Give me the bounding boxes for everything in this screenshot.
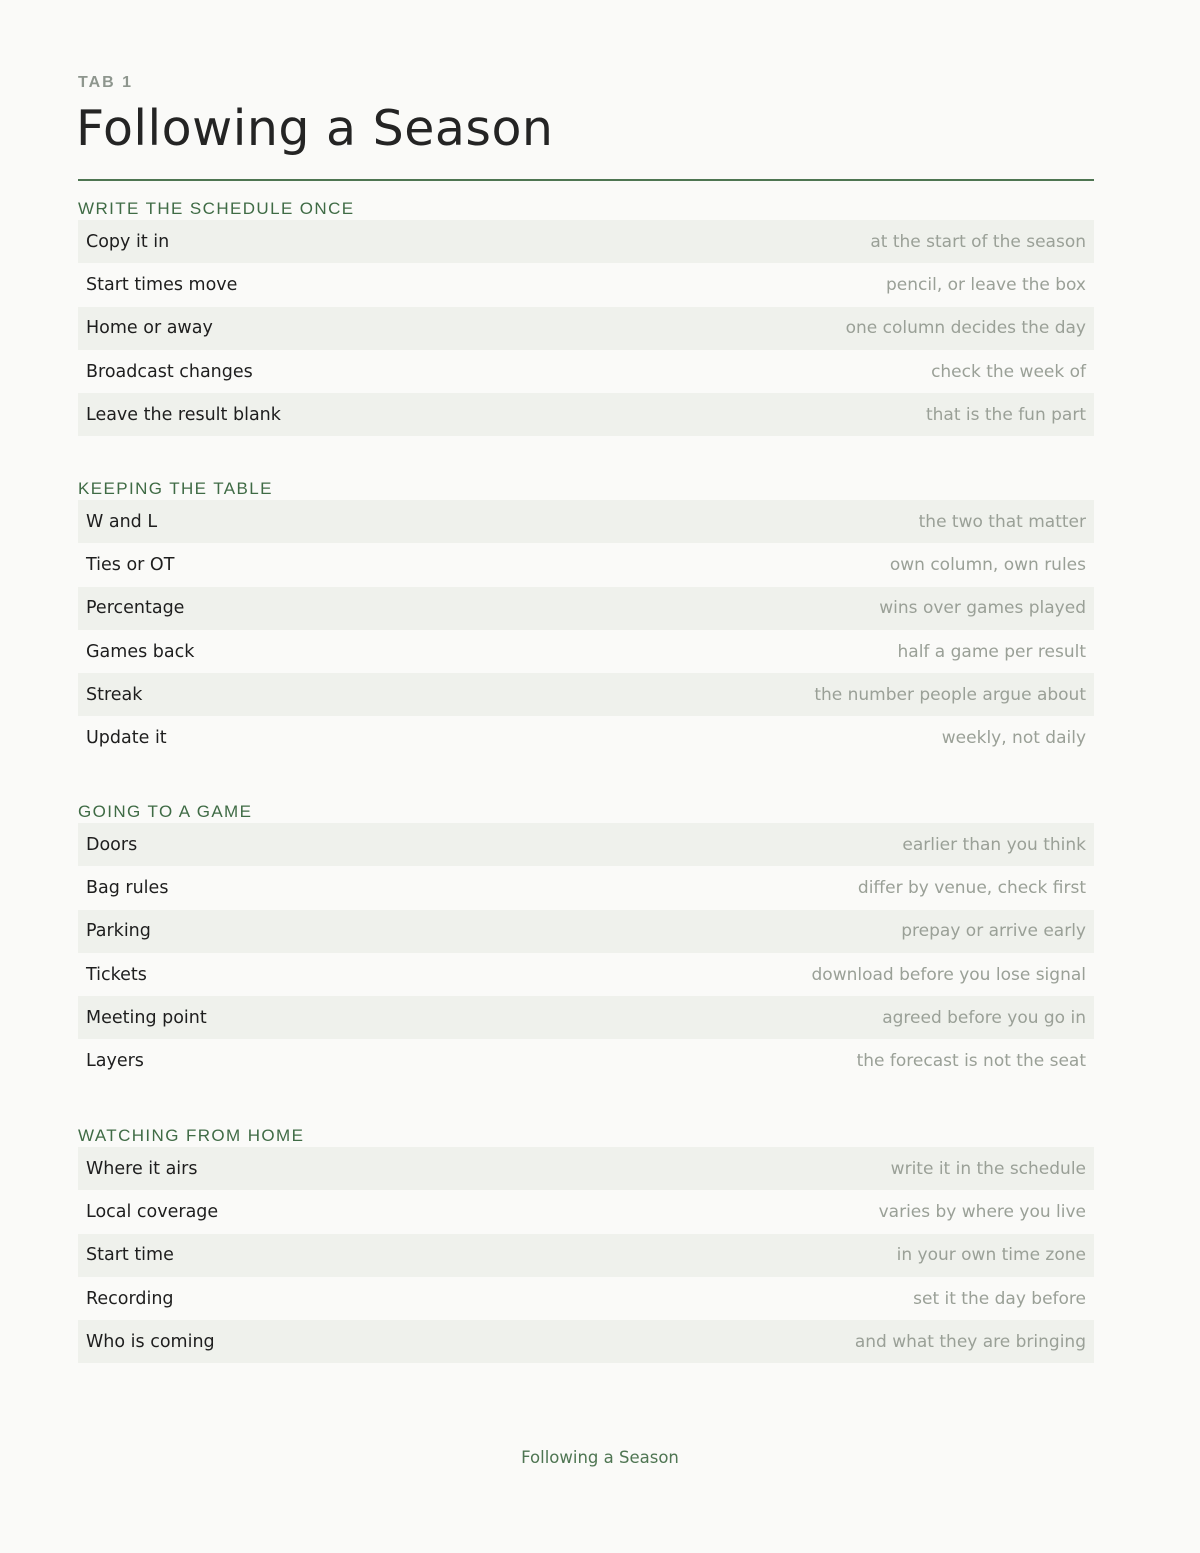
list-item (78, 910, 1094, 953)
item-label: Update it (86, 728, 167, 749)
item-label: Games back (86, 641, 195, 662)
list-item (78, 1234, 1094, 1277)
item-note: write it in the schedule (890, 1158, 1086, 1179)
item-note: and what they are bringing (854, 1331, 1086, 1352)
list-item (78, 630, 1094, 673)
list-item (78, 1190, 1094, 1233)
list-item (78, 220, 1094, 263)
item-label: Start time (86, 1245, 174, 1266)
item-label: Who is coming (86, 1331, 215, 1352)
item-note: pencil, or leave the box (886, 274, 1086, 295)
list-item (78, 393, 1094, 436)
list-item (78, 500, 1094, 543)
item-note: own column, own rules (889, 554, 1086, 575)
list-item (78, 307, 1094, 350)
item-note: the forecast is not the seat (856, 1051, 1086, 1072)
list-item (78, 716, 1094, 759)
page-footer: Following a Season (521, 1448, 679, 1467)
page-title: Following a Season (76, 100, 554, 157)
item-note: prepay or arrive early (901, 921, 1086, 942)
item-note: agreed before you go in (882, 1007, 1086, 1028)
item-label: Recording (86, 1288, 174, 1309)
item-label: Ties or OT (86, 554, 175, 575)
item-label: Home or away (86, 318, 213, 339)
item-note: that is the fun part (925, 404, 1086, 425)
item-label: Bag rules (86, 877, 169, 898)
item-label: Parking (86, 921, 151, 942)
list-item (78, 673, 1094, 716)
list-item (78, 866, 1094, 909)
list-item (78, 263, 1094, 306)
list-item (78, 543, 1094, 586)
item-note: wins over games played (879, 598, 1086, 619)
item-note: differ by venue, check first (857, 877, 1086, 898)
section-heading: GOING TO A GAME (78, 802, 253, 821)
list-item (78, 1320, 1094, 1363)
list-item (78, 823, 1094, 866)
section-watching-from-home (78, 1127, 1094, 1363)
title-divider (78, 179, 1094, 181)
tab-label: TAB 1 (78, 74, 134, 91)
item-note: earlier than you think (902, 834, 1086, 855)
list-item (78, 996, 1094, 1039)
item-label: W and L (86, 511, 158, 532)
item-note: varies by where you live (878, 1201, 1086, 1222)
item-label: Leave the result blank (86, 404, 281, 425)
section-keeping-the-table (78, 480, 1094, 760)
item-label: Layers (86, 1051, 144, 1072)
section-write-the-schedule-once (78, 200, 1094, 436)
item-label: Local coverage (86, 1201, 219, 1222)
section-heading: WATCHING FROM HOME (78, 1126, 305, 1145)
list-item (78, 587, 1094, 630)
item-note: set it the day before (913, 1288, 1086, 1309)
item-label: Meeting point (86, 1007, 207, 1028)
section-heading: KEEPING THE TABLE (78, 479, 273, 498)
item-label: Percentage (86, 598, 185, 619)
item-note: check the week of (931, 361, 1086, 382)
list-item (78, 1039, 1094, 1082)
item-note: in your own time zone (896, 1245, 1086, 1266)
item-note: the two that matter (918, 511, 1086, 532)
section-going-to-a-game (78, 803, 1094, 1083)
item-note: the number people argue about (814, 684, 1086, 705)
item-label: Start times move (86, 274, 238, 295)
item-label: Where it airs (86, 1158, 198, 1179)
item-label: Copy it in (86, 231, 170, 252)
item-note: weekly, not daily (941, 728, 1086, 749)
list-item (78, 1147, 1094, 1190)
item-label: Streak (86, 684, 143, 705)
list-item (78, 350, 1094, 393)
item-note: at the start of the season (870, 231, 1086, 252)
section-heading: WRITE THE SCHEDULE ONCE (78, 199, 355, 218)
item-label: Tickets (86, 964, 147, 985)
item-note: half a game per result (897, 641, 1086, 662)
item-note: download before you lose signal (811, 964, 1086, 985)
list-item (78, 953, 1094, 996)
list-item (78, 1277, 1094, 1320)
item-label: Doors (86, 834, 138, 855)
item-label: Broadcast changes (86, 361, 253, 382)
item-note: one column decides the day (845, 318, 1086, 339)
